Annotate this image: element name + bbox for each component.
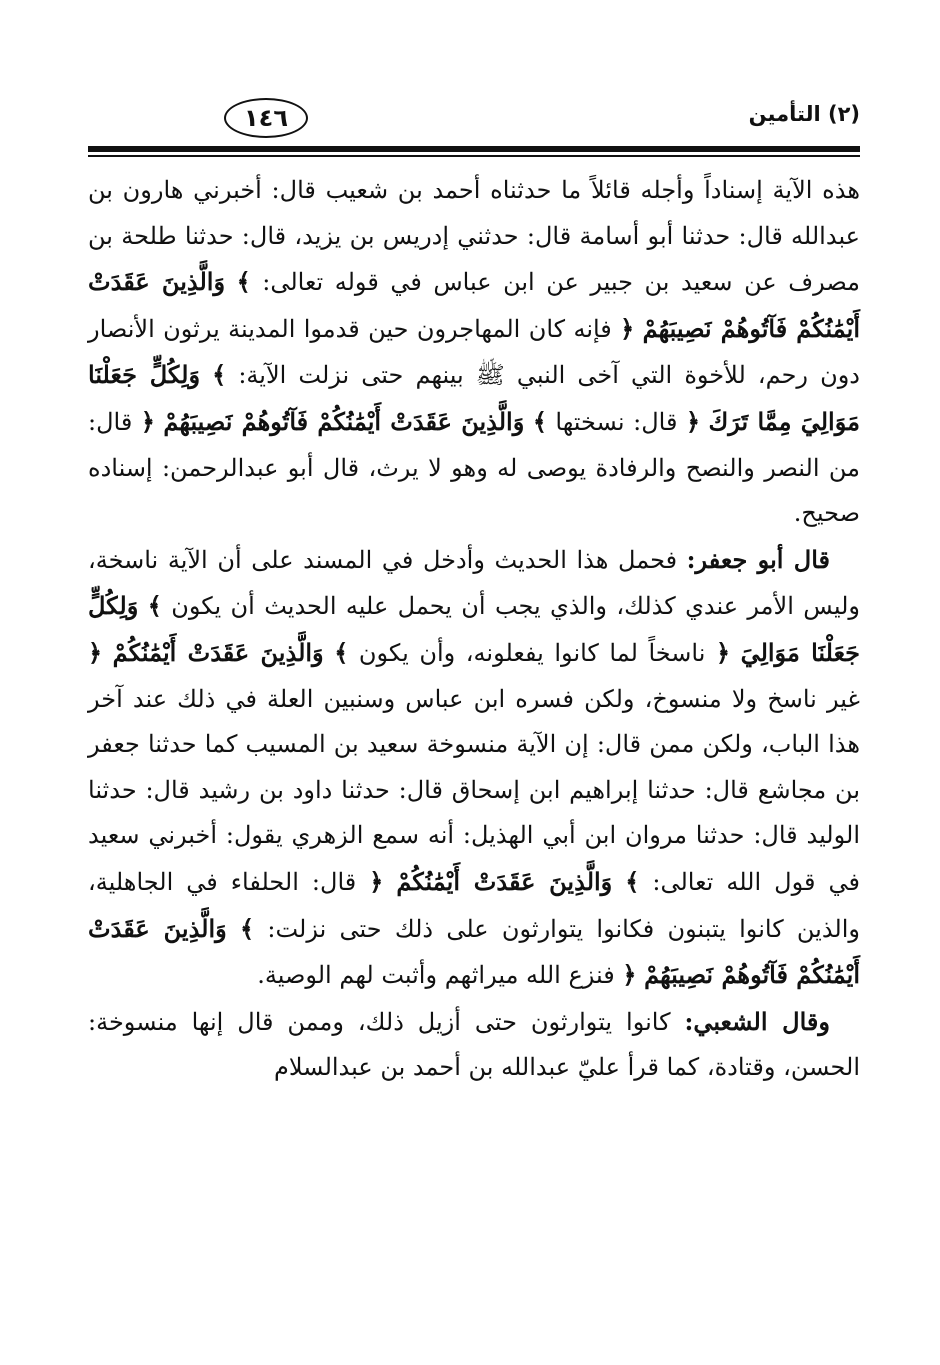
quran-open-bracket: ﴾ — [334, 637, 349, 667]
paragraph-lead: وقال الشعبي: — [684, 1006, 830, 1036]
quran-open-bracket: ﴾ — [240, 913, 255, 943]
text-run: كانوا يتوارثون حتى أزيل ذلك، وممن قال إنها منسوخة: الحسن، وقتادة، كما قرأ عليّ عبدالله بن أحمد بن عبدالسلام — [88, 1007, 860, 1082]
quran-verse: وَالَّذِينَ عَقَدَتْ أَيْمَٰنُكُمْ فَآتُوهُمْ نَصِيبَهُمْ — [88, 267, 860, 343]
paragraph-1 — [88, 168, 860, 537]
quran-open-bracket: ﴾ — [625, 866, 640, 896]
quran-open-bracket: ﴾ — [236, 267, 251, 297]
quran-close-bracket: ﴿ — [369, 866, 384, 896]
text-run: قال: نسختها — [555, 407, 678, 436]
header-rule-thick — [88, 146, 860, 152]
text-run: قال: من النصر والنصح والرفادة يوصى له وهو لا يرث، قال أبو عبدالرحمن: إسناده صحيح. — [88, 407, 860, 528]
paragraph-lead: قال أبو جعفر: — [686, 544, 830, 574]
text-run: غير ناسخ ولا منسوخ، ولكن فسره ابن عباس وسنبين العلة في ذلك عند آخر هذا الباب، ولكن ممن قال: إن الآية منسوخة سعيد بن المسيب كما حدثنا جعفر بن مجاشع قال: حدثنا إبراهيم ابن إسحاق قال: حدثنا داود بن رشيد قال: حدثنا الوليد قال: حدثنا مروان ابن أبي الهذيل: أنه سمع الزهري يقول: أخبرني سعيد في قول الله تعالى: — [88, 684, 861, 896]
quran-open-bracket: ﴾ — [532, 406, 547, 436]
quran-close-bracket: ﴿ — [140, 406, 155, 436]
running-title: (٢) التأمين — [748, 102, 860, 126]
quran-close-bracket: ﴿ — [715, 637, 730, 667]
quran-open-bracket: ﴾ — [212, 360, 227, 390]
text-run: قال: الحلفاء في الجاهلية، والذين كانوا يتبنون فكانوا يتوارثون على ذلك حتى نزلت: — [88, 867, 860, 943]
quran-verse: وَالَّذِينَ عَقَدَتْ أَيْمَٰنُكُمْ فَآتُوهُمْ نَصِيبَهُمْ — [163, 406, 525, 436]
text-run: هذه الآية إسناداً وأجله قائلاً ما حدثناه أحمد بن شعيب قال: أخبرني هارون بن عبدالله قال: حدثنا أبو أسامة قال: حدثني إدريس بن يزيد، قال: حدثنا طلحة بن مصرف عن سعيد بن جبير عن ابن عباس في قوله تعالى: — [88, 176, 861, 297]
quran-open-bracket: ﴾ — [147, 591, 162, 621]
page-number-badge — [224, 98, 308, 138]
quran-close-bracket: ﴿ — [88, 637, 103, 667]
header-rule-thin — [88, 155, 860, 157]
paragraph-3 — [88, 999, 860, 1091]
page-header — [88, 88, 860, 154]
quran-verse: وَالَّذِينَ عَقَدَتْ أَيْمَٰنُكُمْ — [112, 637, 324, 667]
quran-close-bracket: ﴿ — [620, 313, 635, 343]
quran-verse: وَلِكُلٍّ جَعَلْنَا مَوَالِيَ مِمَّا تَرَكَ — [88, 360, 860, 436]
text-run: ناسخاً لما كانوا يفعلونه، وأن يكون — [358, 638, 706, 667]
quran-verse: وَلِكُلٍّ جَعَلْنَا مَوَالِيَ — [88, 591, 860, 667]
quran-verse: وَالَّذِينَ عَقَدَتْ أَيْمَٰنُكُمْ — [396, 866, 613, 896]
page-number: ١٤٦ — [244, 104, 288, 132]
paragraph-2 — [88, 537, 860, 999]
quran-close-bracket: ﴿ — [685, 406, 700, 436]
text-run: فحمل هذا الحديث وأدخل في المسند على أن الآية ناسخة، وليس الأمر عندي كذلك، والذي يجب أن يحمل عليه الحديث أن يكون — [88, 545, 860, 621]
text-run: فنزع الله ميراثهم وأثبت لهم الوصية. — [257, 961, 615, 990]
text-run: فإنه كان المهاجرون حين قدموا المدينة يرثون الأنصار دون رحم، للأخوة التي آخى النبي ﷺ بينهم حتى نزلت الآية: — [88, 314, 860, 390]
quran-verse: وَالَّذِينَ عَقَدَتْ أَيْمَٰنُكُمْ فَآتُوهُمْ نَصِيبَهُمْ — [88, 913, 860, 990]
page-body — [88, 168, 860, 1091]
quran-close-bracket: ﴿ — [622, 960, 637, 990]
